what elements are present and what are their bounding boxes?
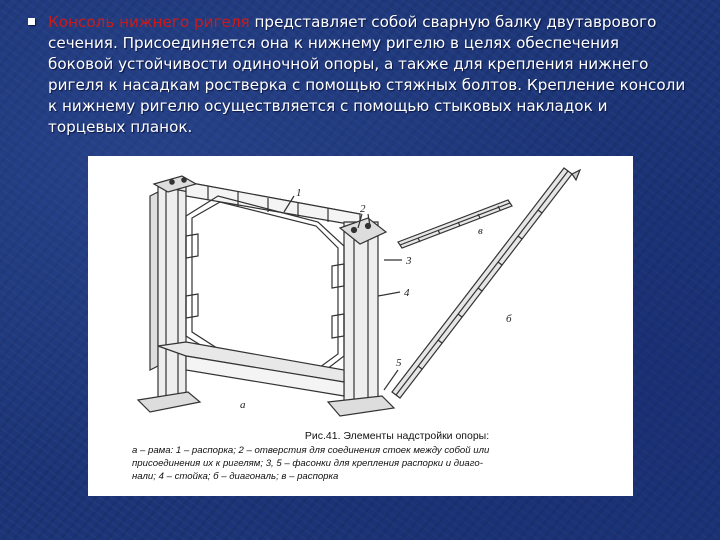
figure-panel [88,156,633,496]
label-5: 5 [396,357,402,369]
label-1: 1 [296,187,302,199]
body-paragraph [48,12,688,138]
label-b: б [506,313,512,325]
label-a: а [240,399,246,411]
caption-line-1: а – рама: 1 – распорка; 2 – отверстия для соединения стоек между собой или [132,445,490,456]
figure-caption [132,430,622,483]
bullet-marker [28,18,35,25]
caption-line-2: присоединения их к ригелям; 3, 5 – фасонки для крепления распорки и диаго- [132,458,483,469]
label-2: 2 [360,203,366,215]
label-3: 3 [406,255,412,267]
paragraph-text: представляет собой сварную балку двутаврового сечения. Присоединяется она к нижнему ригелю в целях обеспечения боковой устойчивости одиночной опоры, а также для крепления нижнего ригеля к насадкам ростверка с помощью стяжных болтов. Крепление консоли к нижнему ригелю осуществляется с помощью стыковых накладок и торцевых планок. [48,13,686,136]
highlighted-term: Консоль нижнего ригеля [48,13,250,31]
label-v: в [478,225,483,237]
label-4: 4 [404,287,410,299]
caption-title: Рис.41. Элементы надстройки опоры: [304,430,490,442]
caption-line-3: нали; 4 – стойка; б – диагональ; в – распорка [132,471,339,482]
